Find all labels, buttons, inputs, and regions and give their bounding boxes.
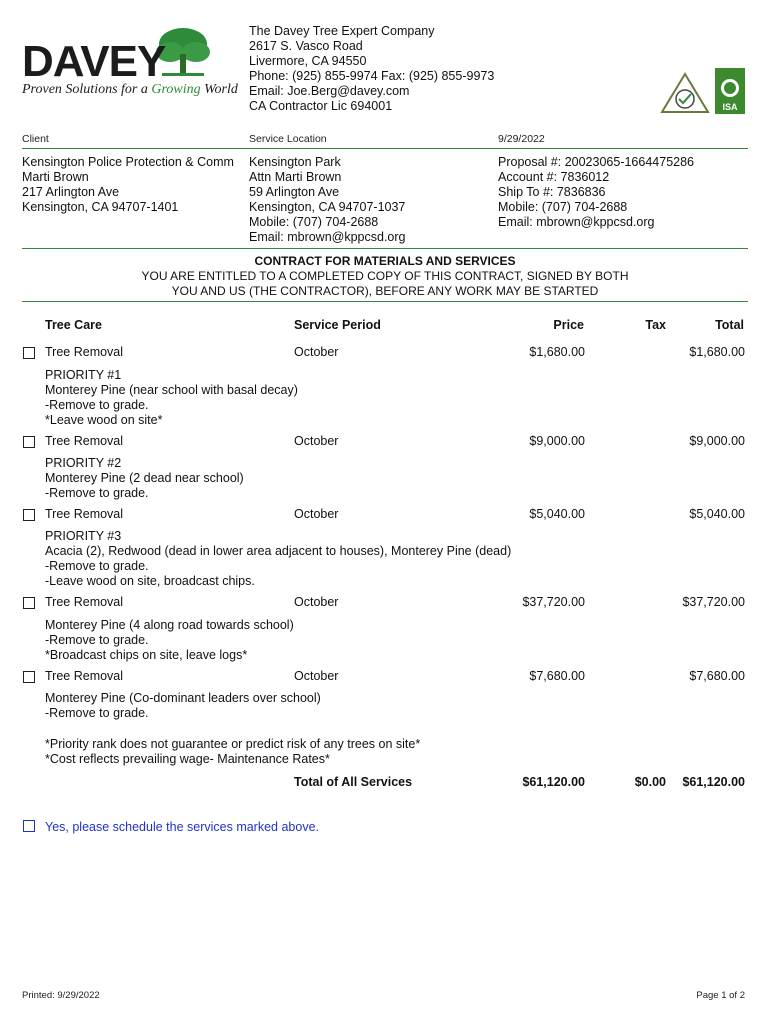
col-price: Price (553, 318, 584, 332)
contract-notice: CONTRACT FOR MATERIALS AND SERVICES YOU ARE ENTITLED TO A COMPLETED COPY OF THIS CONTRACT, SIGNED BY BOTH YOU AND US (THE CONTRACTOR), BEFORE ANY WORK MAY BE STARTED (22, 254, 748, 299)
totals-tax: $0.00 (634, 775, 666, 789)
printed-date: Printed: 9/29/2022 (22, 990, 100, 1001)
company-email: Email: Joe.Berg@davey.com (249, 84, 410, 98)
item-price: $37,720.00 (522, 595, 585, 609)
company-street: 2617 S. Vasco Road (249, 39, 363, 53)
item-total: $1,680.00 (689, 345, 745, 359)
service-location-block: Kensington Park Attn Marti Brown 59 Arlington Ave Kensington, CA 94707-1037 Mobile: (707) 704-2688 Email: mbrown@kppcsd.org (249, 155, 406, 244)
item-total: $37,720.00 (682, 595, 745, 609)
davey-logo (22, 26, 238, 101)
divider (22, 248, 748, 249)
item-price: $5,040.00 (529, 507, 585, 521)
company-license: CA Contractor Lic 694001 (249, 99, 393, 113)
contract-title: CONTRACT FOR MATERIALS AND SERVICES (254, 254, 516, 268)
col-service-period: Service Period (294, 318, 381, 332)
item-checkbox[interactable] (23, 671, 35, 683)
item-total: $9,000.00 (689, 434, 745, 448)
company-phone: Phone: (925) 855-9974 Fax: (925) 855-9973 (249, 69, 495, 83)
totals-total: $61,120.00 (682, 775, 745, 789)
page-number: Page 1 of 2 (696, 990, 745, 1001)
divider (22, 301, 748, 302)
item-price: $9,000.00 (529, 434, 585, 448)
date-label: 9/29/2022 (498, 133, 545, 145)
item-price: $1,680.00 (529, 345, 585, 359)
col-total: Total (715, 318, 744, 332)
item-period: October (294, 507, 339, 521)
item-period: October (294, 345, 339, 359)
item-description: PRIORITY #1 Monterey Pine (near school with basal decay) -Remove to grade. *Leave wood on site* (45, 368, 298, 427)
item-period: October (294, 595, 339, 609)
isa-badge-icon (715, 68, 745, 114)
item-service: Tree Removal (45, 507, 124, 521)
item-service: Tree Removal (45, 595, 124, 609)
item-checkbox[interactable] (23, 509, 35, 521)
item-checkbox[interactable] (23, 436, 35, 448)
service-location-label: Service Location (249, 133, 327, 145)
logo-tagline: Proven Solutions for a Growing World (22, 82, 238, 97)
item-price: $7,680.00 (529, 669, 585, 683)
client-block: Kensington Police Protection & Comm Marti Brown 217 Arlington Ave Kensington, CA 94707-1401 (22, 155, 234, 214)
item-service: Tree Removal (45, 434, 124, 448)
item-service: Tree Removal (45, 345, 124, 359)
item-period: October (294, 669, 339, 683)
item-description: PRIORITY #3 Acacia (2), Redwood (dead in lower area adjacent to houses), Monterey Pine (dead) -Remove to grade. -Leave wood on site, broadcast chips. (45, 529, 512, 588)
col-tree-care: Tree Care (45, 318, 102, 332)
item-checkbox[interactable] (23, 597, 35, 609)
item-period: October (294, 434, 339, 448)
divider (22, 148, 748, 149)
item-description: Monterey Pine (Co-dominant leaders over school) -Remove to grade. (45, 691, 321, 720)
proposal-block: Proposal #: 20023065-1664475286 Account #: 7836012 Ship To #: 7836836 Mobile: (707) 704-2688 Email: mbrown@kppcsd.org (498, 155, 695, 229)
item-service: Tree Removal (45, 669, 124, 683)
company-city: Livermore, CA 94550 (249, 54, 367, 68)
svg-text:ISA: ISA (722, 102, 738, 112)
item-description: PRIORITY #2 Monterey Pine (2 dead near school) -Remove to grade. (45, 456, 244, 500)
item-description: Monterey Pine (4 along road towards school) -Remove to grade. *Broadcast chips on site, leave logs* (45, 618, 294, 662)
company-info (249, 24, 494, 114)
totals-price: $61,120.00 (522, 775, 585, 789)
tcia-badge-icon (660, 72, 710, 116)
schedule-label: Yes, please schedule the services marked above. (45, 820, 320, 834)
totals-label: Total of All Services (294, 775, 413, 789)
item-total: $7,680.00 (689, 669, 745, 683)
notes: *Priority rank does not guarantee or predict risk of any trees on site* *Cost reflects prevailing wage- Maintenance Rates* (45, 737, 421, 766)
company-name: The Davey Tree Expert Company (249, 24, 435, 38)
logo-wordmark: DAVEY (22, 37, 166, 86)
item-total: $5,040.00 (689, 507, 745, 521)
schedule-checkbox[interactable] (23, 820, 35, 832)
client-label: Client (22, 133, 49, 145)
col-tax: Tax (645, 318, 666, 332)
item-checkbox[interactable] (23, 347, 35, 359)
